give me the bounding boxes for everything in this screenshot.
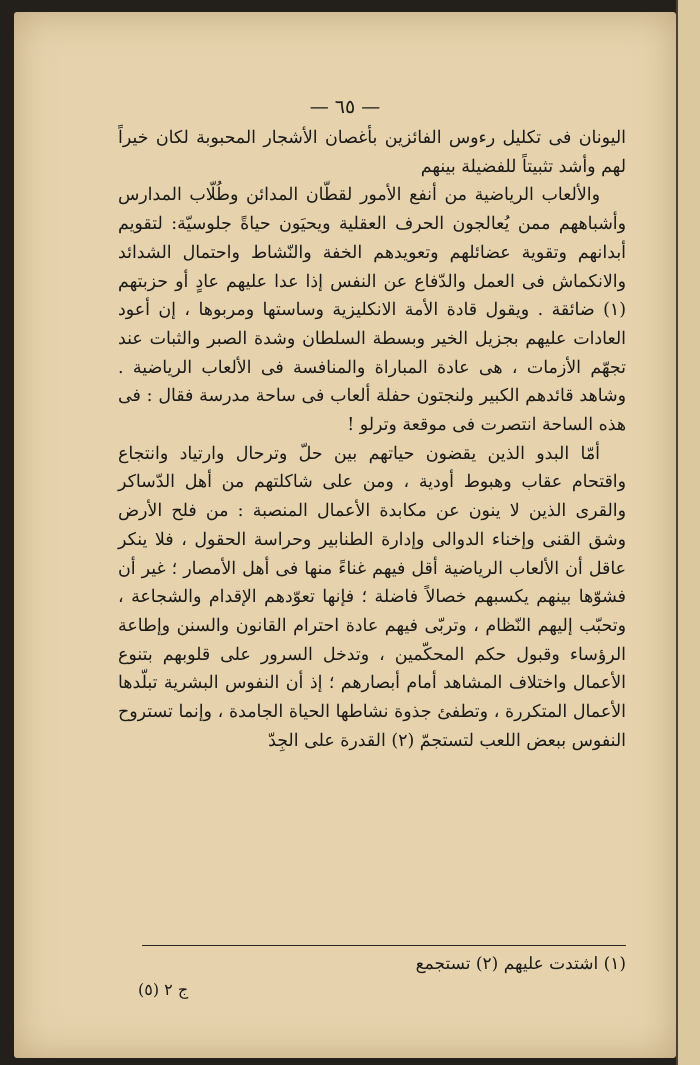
signature-mark: ج ٢ (٥) (138, 980, 189, 999)
body-text (118, 124, 626, 755)
paragraph: أمّا البدو الذين يقضون حياتهم بين حلّ وترحال وارتياد وانتجاع واقتحام عقاب وهبوط أودية ، ومن على شاكلتهم من أهل الدّساكر والقرى الذين لا ينون عن مكابدة الأعمال المنصبة : من فلح الأرض وشق القنى وإخناء الدوالى وإدارة الطنابير وحراسة الحقول ، فلا ينكر عاقل أن الألعاب الرياضية أقل فيهم غناءً منها فى أهل الأمصار ؛ غير أن فشوّها بينهم يكسبهم خصالاً فاضلة ؛ فإنها تعوّدهم الإقدام والشجاعة ، وتحبّب إليهم النّظام ، وتربّى فيهم عادة احترام القانون والسنن وإطاعة الرؤساء وقبول حكم المحكّمين ، وتدخل السرور على قلوبهم بتنوع الأعمال واختلاف المشاهد أمام أبصارهم ؛ إذ أن النفوس البشرية تبلّدها الأعمال المتكررة ، وتطفئ جذوة نشاطها الحياة الجامدة ، وإنما تستروح النفوس ببعض اللعب لتستجمّ (٢) القدرة على الجِدّ (118, 443, 626, 751)
paragraph: والألعاب الرياضية من أنفع الأمور لقطّان المدائن وطُلّاب المدارس وأشباههم ممن يُعالجون الحرف العقلية ويحيَون حياةً جلوسيّة: لتقويم أبدانهم وتقوية عضائلهم وتعويدهم الخفة والنّشاط واحتمال الشدائد والانكماش فى العمل والدّفاع عن النفس إذا عدا عليهم عادٍ أو حزبتهم (١) ضائقة . ويقول قادة الأمة الانكليزية وساستها ومربوها ، إن أعود العادات عليهم بجزيل الخير وبسطة السلطان وشدة الصبر والثبات عند تجهّم الأزمات ، هى عادة المباراة والمنافسة فى الألعاب الرياضية . وشاهد قائدهم الكبير ولنجتون حفلة ألعاب فى ساحة مدرسة فقال : فى هذه الساحة انتصرت فى موقعة وترلو ! (118, 185, 626, 436)
paragraph: اليونان فى تكليل رءوس الفائزين بأغصان الأشجار المحبوبة لكان خيراً لهم وأشد تثبيتاً للفضيلة بينهم (118, 128, 626, 177)
footnotes: (١) اشتدت عليهم (٢) تستجمع (415, 954, 626, 974)
page-edge (676, 0, 700, 1065)
footnote-divider (142, 945, 626, 946)
page-number: — ٦٥ — (309, 96, 381, 118)
book-page (14, 12, 676, 1058)
